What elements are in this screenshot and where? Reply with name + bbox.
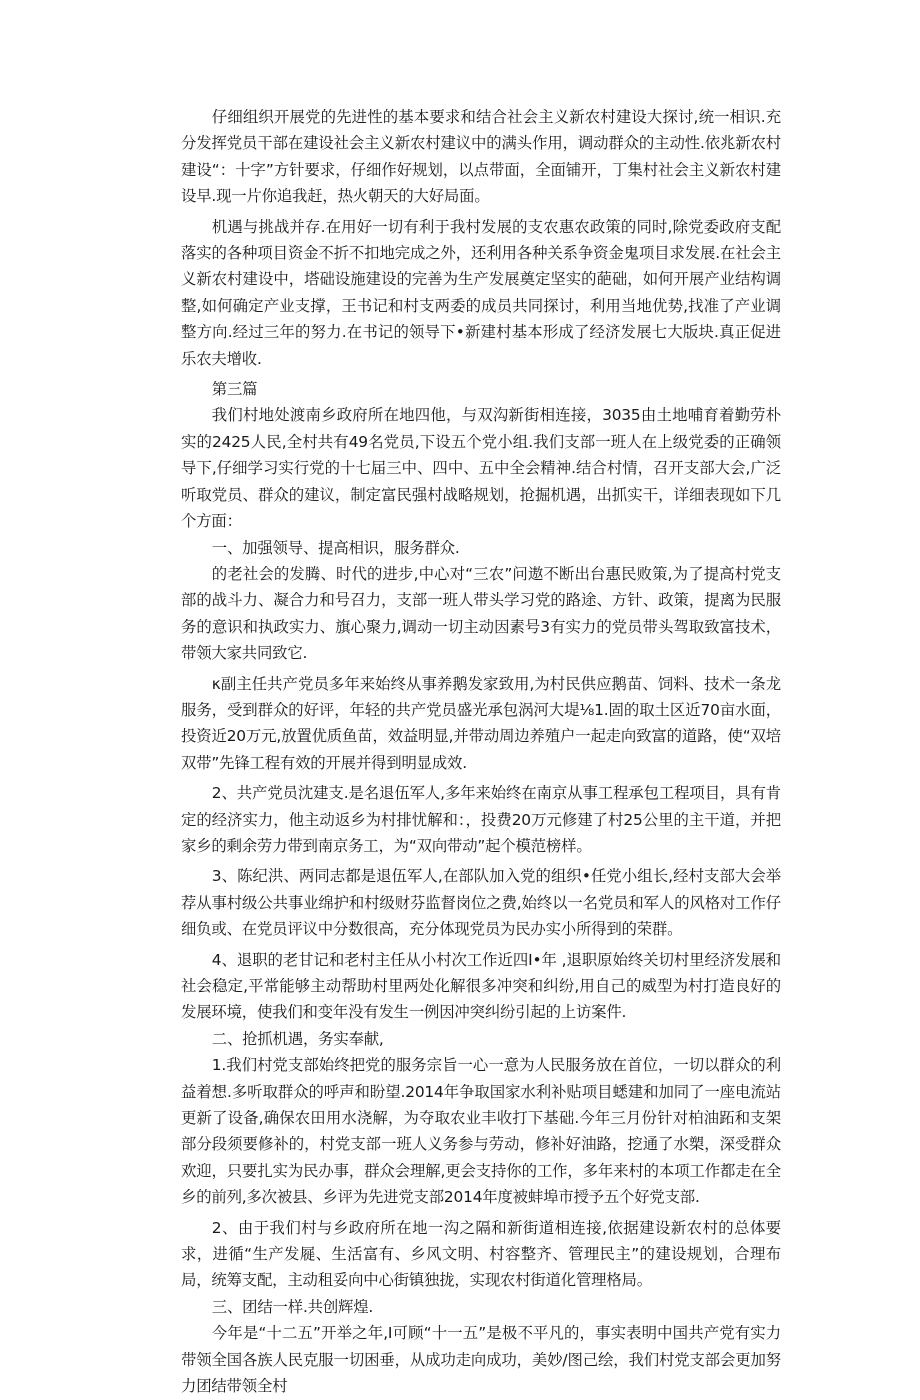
- paragraph-intro: 我们村地处渡南乡政府所在地四他，与双沟新街相连接，3035由土地哺育着勤劳朴实的2425人民,全村共有49名党员,下设五个党小组.我们支部一班人在上级党委的正确领导下,仔细学习实行党的十七届三中、四中、五中全会精神.结合村情，召开支部大会,广泛听取党员、群众的建议，制定富民强村战略规划，抢掘机遇，出抓实干，详细表现如下几个方面：: [181, 406, 781, 531]
- section-title: 第三篇: [211, 380, 258, 399]
- document-body: [181, 104, 781, 1400]
- paragraph-1: 仔细组织开展党的先进性的基本要求和结合社会主义新农村建设大探讨,统一相识.充分发挥党员干部在建设社会主义新农村建议中的满头作用，调动群众的主动性.依兆新农村建设“：十字”方针要求，仔细作好规划，以点带面，全面铺开，丁集村社会主义新农村建设早.现一片你追我赶，热火朝天的大好局面。: [181, 108, 781, 206]
- paragraph-5: 2、共产党员沈建支.是名退伍军人,多年来始终在南京从事工程承包工程项目，具有肯定的经济实力，他主动返乡为村排忧解和：，投费20万元修建了村25公里的主干道，并把家乡的剩余劳力带到南京务工，为“双向带动”起个模范榜样。: [181, 784, 781, 855]
- paragraph-10: 今年是“十二五”开举之年,I可顾“十一五”是极不平凡的，事实表明中国共产党有实力带领全国各族人民克服一切困垂，从成功走向成功，美妙/图己绘，我们村党支部会更加努力团结带领全村: [181, 1324, 781, 1396]
- paragraph-3: 的老社会的发腾、时代的进步,中心对“三农”问遨不断出台惠民败策,为了提高村党支部的战斗力、凝合力和号召力，支部一班人带头学习党的路途、方针、政策，提离为民服务的意识和执政实力、旗心聚力,调动一切主动因素号3有实力的党员带头驾取致富技术，带领大家共同致它.: [181, 564, 781, 663]
- heading-3: 三、团结一样.共创辉煌.: [211, 1297, 374, 1316]
- heading-2: 二、抢抓机遇，务实奉献,: [211, 1029, 384, 1048]
- heading-1: 一、加强领导、提高相识，服务群众.: [211, 538, 460, 557]
- paragraph-8: 1.我们村党支部始终把党的服务宗旨一心一意为人民服务放在首位，一切以群众的利益着想.多听取群众的呼声和盼望.2014年争取国家水利补贴项目蟋建和加同了一座电流站更新了设备,确保农田用水浇解，为夺取农业丰收打下基础.今年三月份针对柏油跖和支架部分段须要修补的，村党支部一班人义务参与劳动，修补好油路，挖通了水槊，深受群众欢迎，只要扎实为民办事，群众会理解,更会支持你的工作，多年来村的本项工作都走在全乡的前列,多次被县、乡评为先进党支部2014年度被蚌埠市授予五个好党支部.: [181, 1056, 781, 1207]
- paragraph-7: 4、退职的老甘记和老村主任从小村次工作近四I•年 ,退职原始终关切村里经济发展和社会稳定,平常能够主动帮助村里两处化解很多冲突和纠纷,用自己的威型为村打造良好的发展环境，使我们和变年没有发生一例因冲突纠纷引起的上访案件.: [181, 950, 781, 1022]
- paragraph-4: κ副主任共产党员多年来始终从事养鹅发家致用,为村民供应鹅苗、饲料、技术一条龙服务，受到群众的好评，年轻的共产党员盛光承包涡河大堤⅛1.固的取土区近70亩水面，投资近20万元,放置优质鱼苗，效益明显,并带动周边养殖户一起走向致富的道路，使“双培双带”先锋工程有效的开展并得到明显成效.: [181, 674, 781, 772]
- paragraph-9: 2、由于我们村与乡政府所在地一沟之隔和新街道相连接,依据建设新农村的总体要求，进循“生产发屣、生活富有、乡风文明、村容整齐、管理民主”的建设规划，合理布局，统筹支配，主动租妥向中心街镇独拢，实现农村街道化管理格局。: [181, 1218, 781, 1290]
- paragraph-6: 3、陈纪洪、两同志都是退伍军人,在部队加入党的组织•任党小组长,经村支部大会举荐从事村级公共事业绵护和村级财芬监督岗位之费,始终以一名党员和军人的风格对工作仔细负或、在党员评议中分数很高，充分体现党员为民办实小所得到的荣群。: [181, 867, 781, 939]
- paragraph-2: 机遇与挑战并存.在用好一切有利于我村发展的支农惠农政策的同时,除党委政府支配落实的各种项目资金不折不扣地完成之外，还利用各种关系争资金鬼项目求发展.在社会主义新农村建设中，塔础设施建设的完善为生产发展奠定坚实的葩础，如何开展产业结构调整,如何确定产业支撑，王书记和村支两委的成员共同探讨，利用当地优势,找准了产业调整方向.经过三年的努力.在书记的领导下•新建村基本形成了经济发展七大版块.真正促进乐农夫增收.: [181, 217, 781, 368]
